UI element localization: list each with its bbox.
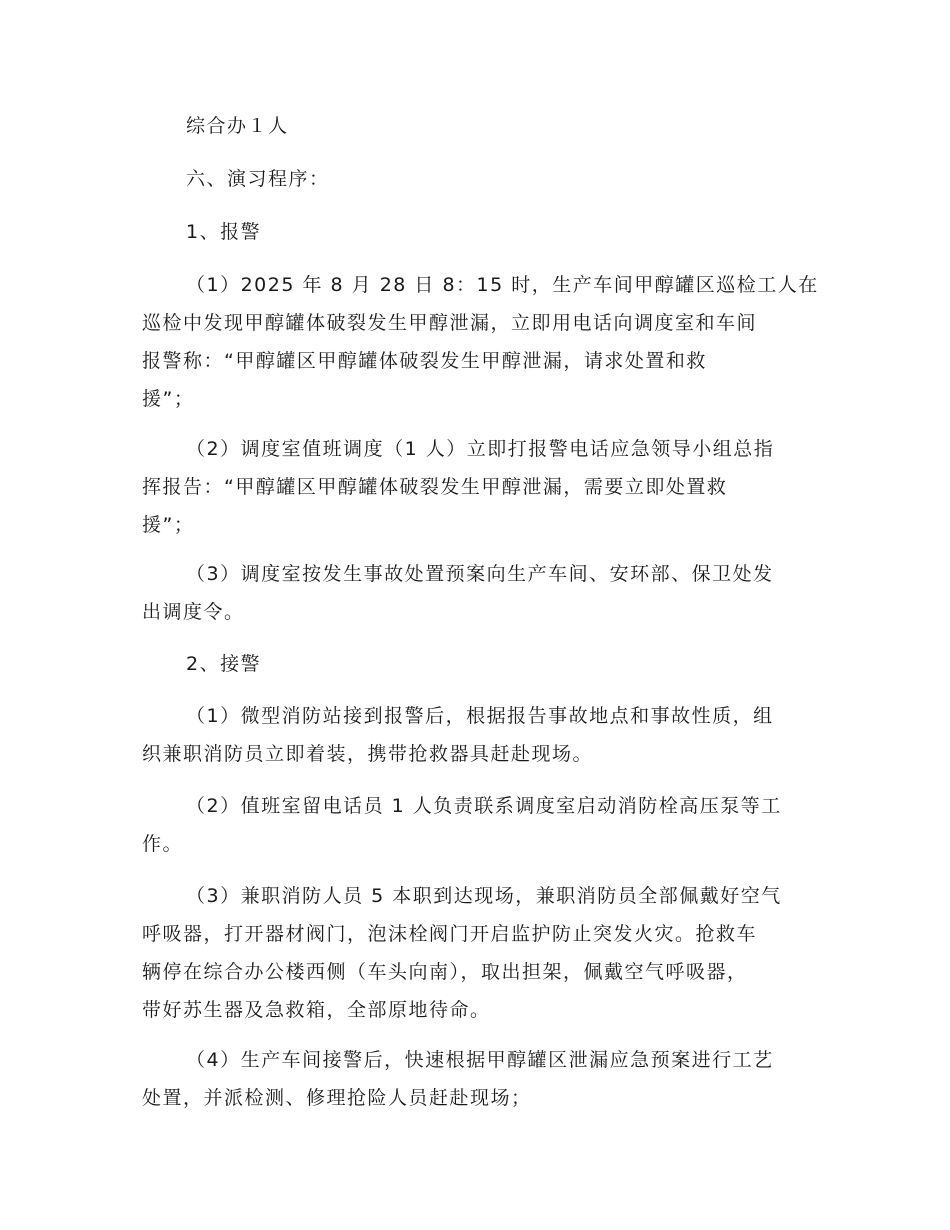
paragraph-receive-2 [142, 787, 808, 863]
text-line: （1）2025 年 8 月 28 日 8：15 时，生产车间甲醇罐区巡检工人在 [186, 274, 819, 296]
text-line: 织兼职消防员立即着装，携带抢救器具赶赴现场。 [142, 743, 594, 765]
paragraph-receive-4 [142, 1041, 808, 1117]
paragraph-alarm-2 [142, 430, 808, 544]
text-line: （2）调度室值班调度（1 人）立即打报警电话应急领导小组总指 [186, 438, 775, 460]
text-line: 带好苏生器及急救箱，全部原地待命。 [142, 999, 491, 1021]
text-line: 2、接警 [186, 653, 262, 675]
text-line: 挥报告：“甲醇罐区甲醇罐体破裂发生甲醇泄漏，需要立即处置救 [142, 476, 728, 498]
text-line: （2）值班室留电话员 1 人负责联系调度室启动消防栓高压泵等工 [186, 795, 782, 817]
subheading-alarm [142, 213, 808, 251]
paragraph-receive-1 [142, 697, 808, 773]
text-line: 辆停在综合办公楼西侧（车头向南），取出担架，佩戴空气呼吸器， [142, 961, 748, 983]
text-line: 1、报警 [186, 221, 262, 243]
paragraph-alarm-3 [142, 555, 808, 631]
text-line: 报警称：“甲醇罐区甲醇罐体破裂发生甲醇泄漏，请求处置和救 [142, 350, 707, 372]
text-line: 援”； [142, 388, 195, 410]
section-heading-drill-procedure [142, 160, 808, 198]
text-line: 巡检中发现甲醇罐体破裂发生甲醇泄漏，立即用电话向调度室和车间 [142, 312, 758, 334]
subheading-receive-alarm [142, 645, 808, 683]
text-line: 综合办１人 [186, 115, 289, 137]
text-line: 六、演习程序： [186, 168, 330, 190]
text-line: 处置，并派检测、修理抢险人员赶赴现场； [142, 1087, 532, 1109]
paragraph-staff-office [142, 107, 808, 145]
text-line: 出调度令。 [142, 601, 245, 623]
text-line: （1）微型消防站接到报警后，根据报告事故地点和事故性质，组 [186, 705, 774, 727]
text-line: （3）兼职消防人员 5 本职到达现场，兼职消防员全部佩戴好空气 [186, 885, 782, 907]
text-line: 援”； [142, 514, 195, 536]
text-line: 呼吸器，打开器材阀门，泡沫栓阀门开启监护防止突发火灾。抢救车 [142, 923, 758, 945]
paragraph-receive-3 [142, 877, 808, 1029]
text-line: （4）生产车间接警后，快速根据甲醇罐区泄漏应急预案进行工艺 [186, 1049, 774, 1071]
paragraph-alarm-1 [142, 266, 819, 418]
text-line: （3）调度室按发生事故处置预案向生产车间、安环部、保卫处发 [186, 563, 774, 585]
text-line: 作。 [142, 833, 184, 855]
